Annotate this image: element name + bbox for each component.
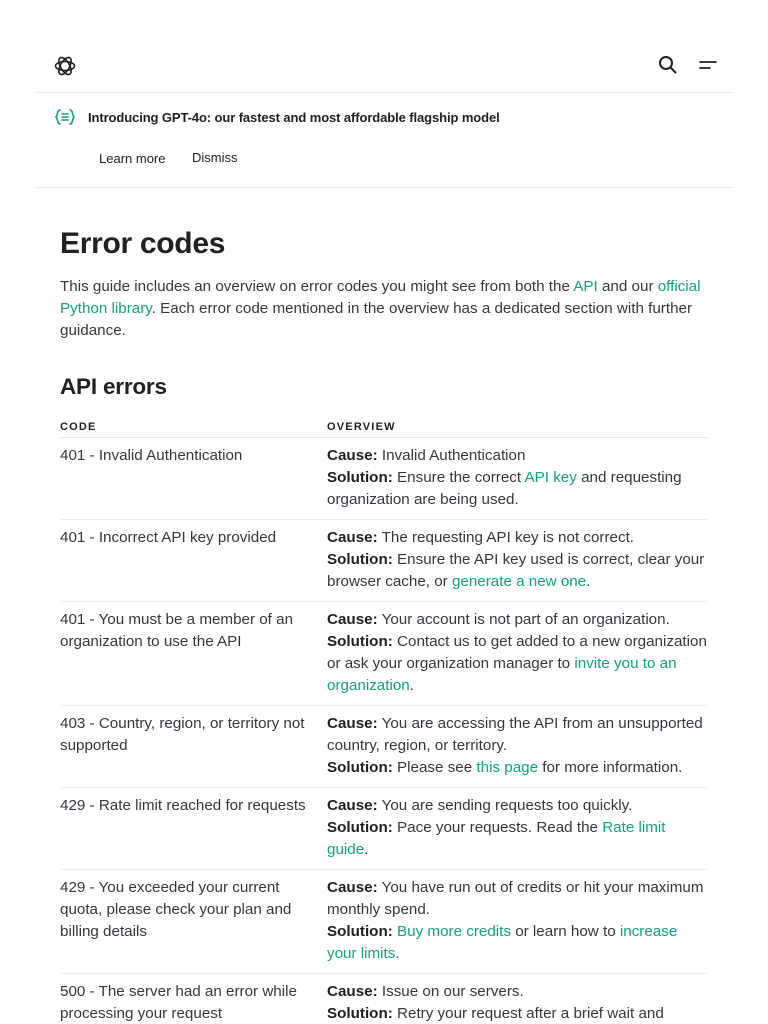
solution-label: Solution:	[327, 469, 393, 486]
search-icon[interactable]	[657, 54, 679, 76]
cause-text: You are accessing the API from an unsupported country, region, or territory.	[327, 715, 703, 754]
intro-text: and our	[597, 278, 658, 295]
api-link[interactable]: API	[573, 278, 598, 295]
overview-cell	[327, 870, 708, 974]
solution-text: Pace your requests. Read the	[397, 819, 603, 836]
column-header-overview: OVERVIEW	[327, 419, 708, 438]
table-row	[60, 520, 708, 602]
dismiss-button[interactable]: Dismiss	[192, 150, 238, 165]
this-page-link[interactable]: this page	[476, 759, 539, 776]
solution-label: Solution:	[327, 633, 393, 650]
solution-text: Ensure the correct	[397, 469, 525, 486]
menu-icon[interactable]	[697, 54, 719, 76]
solution-text: Retry your request after a brief wait and	[397, 1005, 664, 1022]
table-row	[60, 788, 708, 870]
openai-logo-icon[interactable]	[53, 54, 77, 78]
cause-label: Cause:	[327, 797, 378, 814]
python-library-link[interactable]: official Python library	[60, 278, 701, 317]
solution-label: Solution:	[327, 759, 393, 776]
solution-label: Solution:	[327, 819, 393, 836]
top-navigation-bar	[37, 36, 733, 93]
error-code-cell: 401 - Invalid Authentication	[60, 438, 327, 520]
solution-text: and requesting organization are being used.	[327, 469, 682, 508]
solution-text: .	[395, 945, 400, 962]
solution-text: Contact us to get added to a new organization or ask your organization manager to	[327, 633, 707, 672]
error-code-cell: 429 - Rate limit reached for requests	[60, 788, 327, 870]
intro-text: . Each error code mentioned in the overview has a dedicated section with further guidance.	[60, 300, 693, 339]
solution-text: .	[409, 677, 414, 694]
increase-limits-link[interactable]: increase your limits	[327, 923, 678, 962]
cause-label: Cause:	[327, 715, 378, 732]
table-row	[60, 870, 708, 974]
solution-text: .	[586, 573, 591, 590]
cause-text: Issue on our servers.	[381, 983, 524, 1000]
solution-text: or learn how to	[510, 923, 620, 940]
section-title-api-errors: API errors	[60, 374, 167, 399]
brackets-icon	[54, 108, 76, 126]
solution-text: .	[364, 841, 369, 858]
cause-label: Cause:	[327, 447, 378, 464]
error-code-cell: 403 - Country, region, or territory not supported	[60, 706, 327, 788]
error-code-cell: 429 - You exceeded your current quota, please check your plan and billing details	[60, 870, 327, 974]
buy-credits-link[interactable]: Buy more credits	[397, 923, 511, 940]
overview-cell	[327, 974, 708, 1024]
announcement-banner	[37, 93, 733, 188]
error-code-cell: 401 - You must be a member of an organization to use the API	[60, 602, 327, 706]
cause-label: Cause:	[327, 879, 378, 896]
solution-text: Ensure the API key used is correct, clear your browser cache, or	[327, 551, 705, 590]
api-key-link[interactable]: API key	[524, 469, 577, 486]
table-row	[60, 974, 708, 1024]
overview-cell	[327, 706, 708, 788]
cause-text: The requesting API key is not correct.	[381, 529, 635, 546]
table-header-row	[60, 419, 708, 438]
learn-more-button[interactable]: Learn more	[99, 151, 166, 166]
solution-label: Solution:	[327, 923, 393, 940]
solution-text: Please see	[397, 759, 477, 776]
cause-label: Cause:	[327, 611, 378, 628]
cause-label: Cause:	[327, 983, 378, 1000]
cause-text: You are sending requests too quickly.	[381, 797, 633, 814]
overview-cell	[327, 438, 708, 520]
error-code-cell: 401 - Incorrect API key provided	[60, 520, 327, 602]
cause-label: Cause:	[327, 529, 378, 546]
solution-text: for more information.	[538, 759, 683, 776]
page-title: Error codes	[60, 227, 226, 260]
banner-text: Introducing GPT-4o: our fastest and most affordable flagship model	[88, 110, 500, 125]
cause-text: You have run out of credits or hit your maximum monthly spend.	[327, 879, 704, 918]
invite-link[interactable]: invite you to an organization	[327, 655, 677, 694]
solution-label: Solution:	[327, 551, 393, 568]
intro-paragraph	[60, 276, 710, 342]
error-codes-table	[60, 419, 708, 1024]
overview-cell	[327, 520, 708, 602]
overview-cell	[327, 788, 708, 870]
table-row	[60, 706, 708, 788]
cause-text: Your account is not part of an organization.	[381, 611, 670, 628]
generate-key-link[interactable]: generate a new one	[451, 573, 587, 590]
intro-text: This guide includes an overview on error codes you might see from both the	[60, 278, 574, 295]
table-row	[60, 602, 708, 706]
cause-text: Invalid Authentication	[381, 447, 526, 464]
main-content	[60, 226, 710, 1024]
table-row	[60, 438, 708, 520]
rate-limit-guide-link[interactable]: Rate limit guide	[327, 819, 666, 858]
column-header-code: CODE	[60, 419, 327, 438]
error-code-cell: 500 - The server had an error while processing your request	[60, 974, 327, 1024]
solution-label: Solution:	[327, 1005, 393, 1022]
overview-cell	[327, 602, 708, 706]
